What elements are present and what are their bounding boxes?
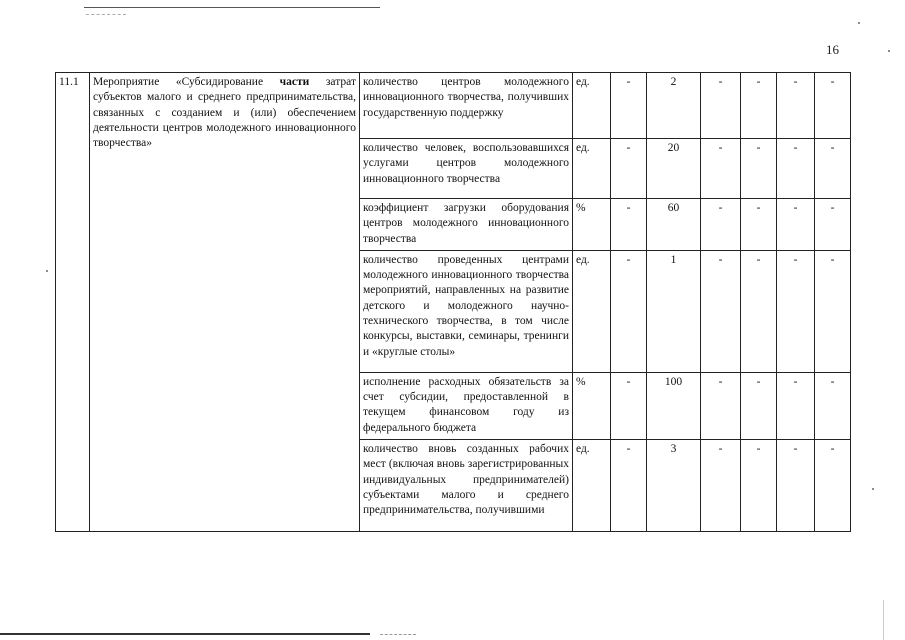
value-cell: -: [777, 139, 815, 199]
value-cell: -: [741, 199, 777, 251]
indicator-unit: ед.: [573, 139, 611, 199]
value-cell: -: [611, 73, 647, 139]
value-cell: -: [701, 372, 741, 439]
measure-prefix: Мероприятие: [93, 76, 160, 88]
measure-text-1: «Субсидирование: [159, 76, 280, 88]
indicator-unit: %: [573, 372, 611, 439]
scan-artifact-top-dash: [86, 14, 126, 15]
indicator-name: исполнение расходных обязательств за счет субсидии, предоставленной в текущем финансовом году из федерального бюджета: [360, 372, 573, 439]
page-number: 16: [826, 42, 839, 57]
value-cell: -: [611, 439, 647, 531]
indicator-unit: ед.: [573, 73, 611, 139]
value-cell: 20: [647, 139, 701, 199]
value-cell: -: [777, 439, 815, 531]
value-cell: -: [741, 439, 777, 531]
value-cell: -: [611, 139, 647, 199]
value-cell: -: [815, 199, 851, 251]
value-cell: -: [741, 250, 777, 372]
value-cell: -: [701, 439, 741, 531]
value-cell: 3: [647, 439, 701, 531]
value-cell: 2: [647, 73, 701, 139]
indicator-name: количество центров молодежного инновационного творчества, получивших государственную поддержку: [360, 73, 573, 139]
value-cell: 60: [647, 199, 701, 251]
value-cell: -: [815, 73, 851, 139]
value-cell: -: [741, 73, 777, 139]
scan-speck: [858, 22, 860, 24]
scan-artifact-top-line: [84, 7, 380, 8]
indicators-table: [55, 72, 851, 532]
value-cell: -: [701, 73, 741, 139]
value-cell: 1: [647, 250, 701, 372]
value-cell: -: [777, 199, 815, 251]
value-cell: -: [701, 250, 741, 372]
scan-speck: [872, 488, 874, 490]
value-cell: -: [611, 199, 647, 251]
value-cell: -: [741, 372, 777, 439]
value-cell: -: [815, 439, 851, 531]
measure-bold-word: части: [279, 76, 310, 88]
value-cell: -: [777, 372, 815, 439]
scan-artifact-bottom-line: [0, 633, 370, 635]
scan-speck: [46, 270, 48, 272]
value-cell: -: [611, 372, 647, 439]
value-cell: -: [701, 139, 741, 199]
value-cell: -: [777, 73, 815, 139]
indicator-unit: ед.: [573, 250, 611, 372]
value-cell: 100: [647, 372, 701, 439]
scan-artifact-bottom-dash: [380, 634, 416, 635]
row-number: 11.1: [56, 73, 90, 532]
measure-text-2: затрат субъектов малого и среднего предпринимательства, связанных с созданием и (или) обеспечением деятельности центров молодежного инновационного творчества»: [93, 76, 356, 150]
value-cell: -: [815, 139, 851, 199]
value-cell: -: [701, 199, 741, 251]
indicator-name: коэффициент загрузки оборудования центров молодежного инновационного творчества: [360, 199, 573, 251]
value-cell: -: [611, 250, 647, 372]
indicator-name: количество проведенных центрами молодежного инновационного творчества мероприятий, направленных на развитие детского и молодежного научно-технического творчества, в том числе конкурсы, выставки, семинары, тренинги и «круглые столы»: [360, 250, 573, 372]
value-cell: -: [777, 250, 815, 372]
value-cell: -: [815, 250, 851, 372]
table-row: [56, 73, 851, 139]
indicator-unit: ед.: [573, 439, 611, 531]
indicator-name: количество человек, воспользовавшихся услугами центров молодежного инновационного творчества: [360, 139, 573, 199]
value-cell: -: [741, 139, 777, 199]
scan-speck: [888, 50, 890, 52]
measure-cell: [90, 73, 360, 532]
scan-artifact-edge-line: [883, 600, 884, 640]
indicator-name: количество вновь созданных рабочих мест (включая вновь зарегистрированных индивидуальных предпринимателей) субъектами малого и среднего предпринимательства, получившими: [360, 439, 573, 531]
table-body: [56, 73, 851, 532]
indicator-unit: %: [573, 199, 611, 251]
value-cell: -: [815, 372, 851, 439]
